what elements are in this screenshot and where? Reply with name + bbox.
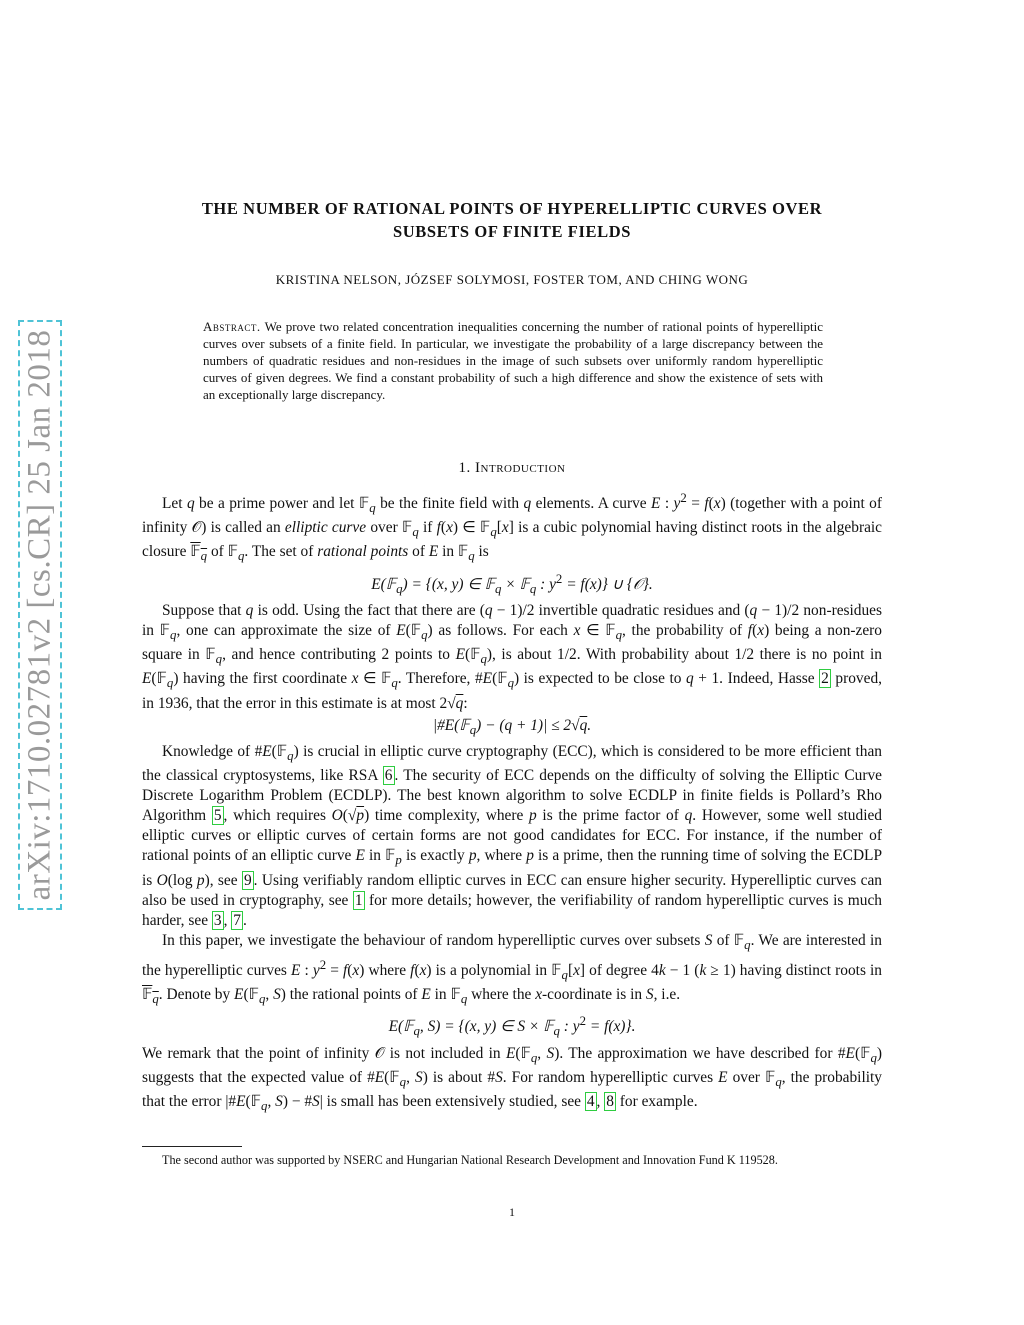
paragraph: Suppose that q is odd. Using the fact that there are (q − 1)/2 invertible quadratic residues and (q − 1)/2 non-residues in 𝔽$_q$, one can approximate the size of E(𝔽$_q$) as follows. For each x ∈ 𝔽$_q$, the probability of f(x) being a non-zero square in 𝔽$_q$, and hence contributing 2 points to E(𝔽$_q$), is about 1/2. With probability about 1/2 there is no point in E(𝔽$_q$) having the first coordinate x ∈ 𝔽$_q$. Therefore, #E(𝔽$_q$) is expected to be close to q + 1. Indeed, Hasse 2 proved, in 1936, that the error in this estimate is at most 2√q: (142, 601, 883, 712)
section-number: 1. (458, 460, 471, 476)
equation: E(𝔽$_q$) = {(x, y) ∈ 𝔽$_q$ × 𝔽$_q$ : $y^2 = f(x)$} ∪ {𝒪}. (371, 571, 653, 596)
paper-title (130, 197, 894, 243)
paragraph: We remark that the point of infinity 𝒪 is not included in E(𝔽$_q$, S). The approximation we have described for #E(𝔽$_q$) suggests that the expected value of #E(𝔽$_q$, S) is about #S. For random hyperelliptic curves E over 𝔽$_q$, the probability that the error |#E(𝔽$_q$, S) − #S| is small has been extensively studied, see 4 , 8 for example. (142, 1044, 882, 1114)
abstract-text: We prove two related concentration inequalities concerning the number of rational points of hyperelliptic curves over subsets of a finite field. In particular, we investigate the probability of a large discrepancy between the numbers of quadratic residues and non-residues in the image of such subsets over uniformly random hyperelliptic curves of given degrees. We find a constant probability of such a high difference and show the existence of sets with an exceptionally large discrepancy. (203, 319, 824, 402)
citation-link[interactable]: 8 (606, 1093, 614, 1111)
paragraph: Let q be a prime power and let 𝔽$_q$ be the finite field with q elements. A curve E : $y^2 = f(x)$ (together with a point of infinity 𝒪) is called an elliptic curve over 𝔽$_q$ if f(x) ∈ 𝔽$_q$[x] is a cubic polynomial having distinct roots in the algebraic closure 𝔽$_q$ of 𝔽$_q$. The set of rational points of E in 𝔽$_q$ is (142, 491, 883, 564)
citation-link[interactable]: 9 (243, 871, 252, 889)
citation-link[interactable]: 1 (354, 891, 363, 909)
citation-link[interactable]: 6 (384, 766, 393, 784)
arxiv-stamp (18, 320, 62, 910)
footnote-rule (142, 1146, 242, 1147)
citation-link[interactable]: 5 (213, 807, 222, 825)
body-text (142, 488, 882, 1116)
author-list: KRISTINA NELSON, JÓZSEF SOLYMOSI, FOSTER TOM, AND CHING WONG (275, 272, 749, 287)
citation-link[interactable]: 2 (821, 670, 829, 688)
equation: |#E(𝔽$_q$) − (q + 1)| ≤ 2√q. (432, 716, 592, 737)
abstract (203, 318, 823, 403)
footnote: The second author was supported by NSERC and Hungarian National Research Development and Innovation Fund K 119528. (162, 1153, 778, 1167)
title-line-2: SUBSETS OF FINITE FIELDS (393, 222, 631, 241)
arxiv-identifier: arXiv:1710.02781v2 [cs.CR] 25 Jan 2018 (21, 329, 58, 901)
section-heading (142, 460, 882, 477)
citation-link[interactable]: 7 (233, 911, 241, 929)
citation-link[interactable]: 4 (586, 1093, 595, 1111)
paragraph: In this paper, we investigate the behaviour of random hyperelliptic curves over subsets S of 𝔽$_q$. We are interested in the hyperelliptic curves E : $y^2 = f(x)$ where f(x) is a polynomial in 𝔽$_q$[x] of degree 4k − 1 (k ≥ 1) having distinct roots in 𝔽$_q$. Denote by E(𝔽$_q$, S) the rational points of E in 𝔽$_q$ where the x-coordinate is in S, i.e. (142, 931, 883, 1007)
title-line-1: THE NUMBER OF RATIONAL POINTS OF HYPERELLIPTIC CURVES OVER (201, 199, 823, 218)
section-title: Introduction (475, 460, 566, 476)
paragraph: Knowledge of #E(𝔽$_q$) is crucial in elliptic curve cryptography (ECC), which is considered to be more efficient than the classical cryptosystems, like RSA 6 . The security of ECC depends on the difficulty of solving the Elliptic Curve Discrete Logarithm Problem (ECDLP). The best known algorithm to solve ECDLP in finite fields is Pollard’s Rho Algorithm 5 , which requires O(√p) time complexity, where p is the prime factor of q. However, some well studied elliptic curves or elliptic curves of certain forms are not good candidates for ECC. For instance, if the number of rational points of an elliptic curve E in 𝔽$_p$ is exactly p, where p is a prime, then the running time of solving the ECDLP is O(log p), see 9 . Using verifiably random elliptic curves in ECC can ensure higher security. Hyperelliptic curves can also be used in cryptography, see 1 for more details; however, the verifiability of random hyperelliptic curves is much harder, see 3 , 7 . (142, 742, 883, 929)
equation: E(𝔽$_q$, S) = {(x, y) ∈ S × 𝔽$_q$ : $y^2 = f(x)$}. (388, 1014, 636, 1039)
page-number: 1 (509, 1205, 515, 1219)
abstract-label: Abstract. (203, 319, 261, 334)
citation-link[interactable]: 3 (213, 911, 222, 929)
